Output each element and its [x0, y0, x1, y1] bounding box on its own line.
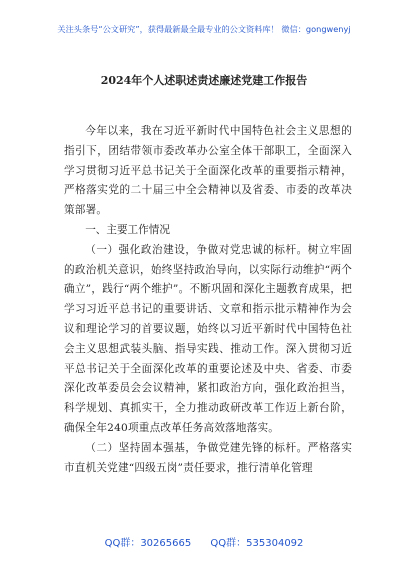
qq-group-1: QQ群：30265665 — [104, 538, 192, 549]
document-title: 2024年个人述职述责述廉述党建工作报告 — [100, 74, 308, 87]
item-paragraph-1: （一）强化政治建设，争做对党忠诚的标杆。树立牢固的政治机关意识，始终坚持政治导向，以实际行动维护“两个确立”，践行“两个维护”。不断巩固和深化主题教育成果，把学习习近平总书记的重要讲话、文章和指示批示精神作为会议和理论学习的首要议题，始终以习近平新时代中国特色社会主义思想武装头脑、指导实践、推动工作。深入贯彻习近平总书记关于全面深化改革的重要论述及中央、省委、市委深化改革委员会会议精神，紧扣政治方向，强化政治担当，科学规划、真抓实干，全力推动政研改革工作迈上新台阶，确保全年240项重点改革任务高效落地落实。 — [64, 243, 352, 434]
intro-paragraph: 今年以来，我在习近平新时代中国特色社会主义思想的指引下，团结带领市委改革办公室全体干部职工，全面深入学习贯彻习近平总书记关于全面深化改革的重要指示精神，严格落实党的二十届三中全会精神以及省委、市委的改革决策部署。 — [64, 125, 352, 217]
promo-banner: 关注头条号“公文研究”，获得最新最全最专业的公文资料库！ 微信：gongwenyj — [57, 24, 351, 34]
qq-footer — [16, 534, 392, 549]
qq-group-2: QQ群：535304092 — [210, 538, 304, 549]
section-heading: 一、主要工作情况 — [85, 223, 170, 236]
document-body — [64, 122, 352, 478]
item-paragraph-2: （二）坚持固本强基，争做党建先锋的标杆。严格落实市直机关党建“四级五岗”责任要求，推行清单化管理 — [64, 441, 352, 474]
